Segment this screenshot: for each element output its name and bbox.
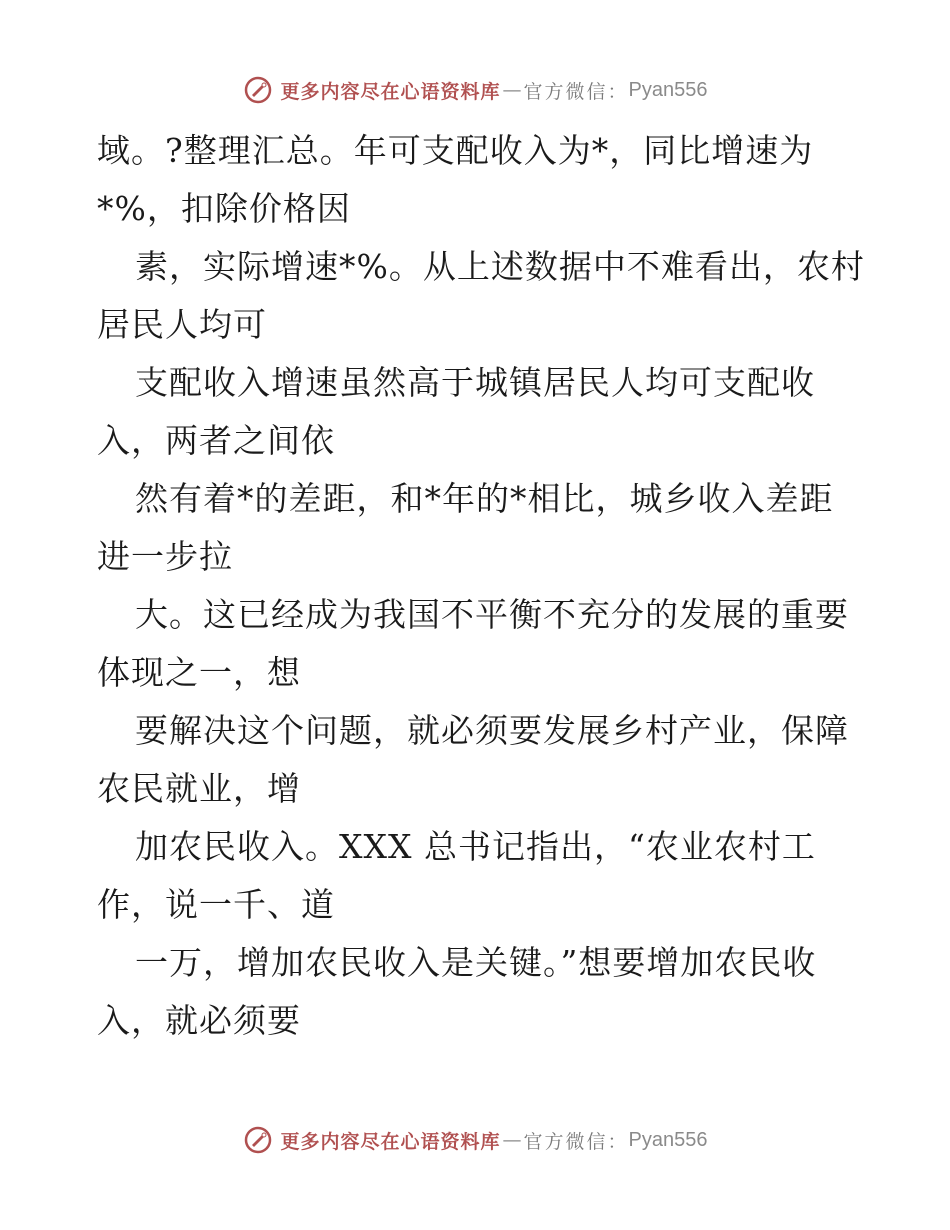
body-line: 域。?整理汇总。年可支配收入为*，同比增速为 [97,131,814,170]
body-line: *%，扣除价格因 [97,189,351,228]
header-brand: 更多内容尽在心语资料库 [280,80,501,103]
footer-banner [0,1120,950,1160]
body-line: 作，说一千、道 [97,885,335,924]
body-line: 然有着*的差距，和*年的*相比，城乡收入差距 [135,479,834,518]
body-line: 体现之一，想 [97,653,301,692]
header-wechat-label: 官方微信： [523,80,629,103]
body-line: 农民就业，增 [97,769,301,808]
logo-icon [243,75,273,105]
header-wechat-id: Pyan556 [628,78,708,101]
body-line: 入，两者之间依 [97,421,335,460]
body-line: 大。这已经成为我国不平衡不充分的发展的重要 [135,595,849,634]
body-line: 入，就必须要 [97,1001,301,1040]
footer-wechat-label: 官方微信： [523,1130,629,1153]
logo-icon [243,1125,273,1155]
header-banner [0,70,950,110]
document-body [97,122,867,1050]
body-line: 加农民收入。XXX 总书记指出，“农业农村工 [135,827,816,866]
header-dash: — [502,79,522,101]
footer-dash: — [502,1129,522,1151]
body-line: 一万，增加农民收入是关键。”想要增加农民收 [135,943,817,982]
body-line: 支配收入增速虽然高于城镇居民人均可支配收 [135,363,815,402]
footer-wechat-id: Pyan556 [628,1128,708,1151]
body-line: 要解决这个问题，就必须要发展乡村产业，保障 [135,711,849,750]
footer-brand: 更多内容尽在心语资料库 [280,1130,501,1153]
body-line: 居民人均可 [97,305,267,344]
body-line: 素，实际增速*%。从上述数据中不难看出，农村 [135,247,865,286]
body-line: 进一步拉 [97,537,233,576]
